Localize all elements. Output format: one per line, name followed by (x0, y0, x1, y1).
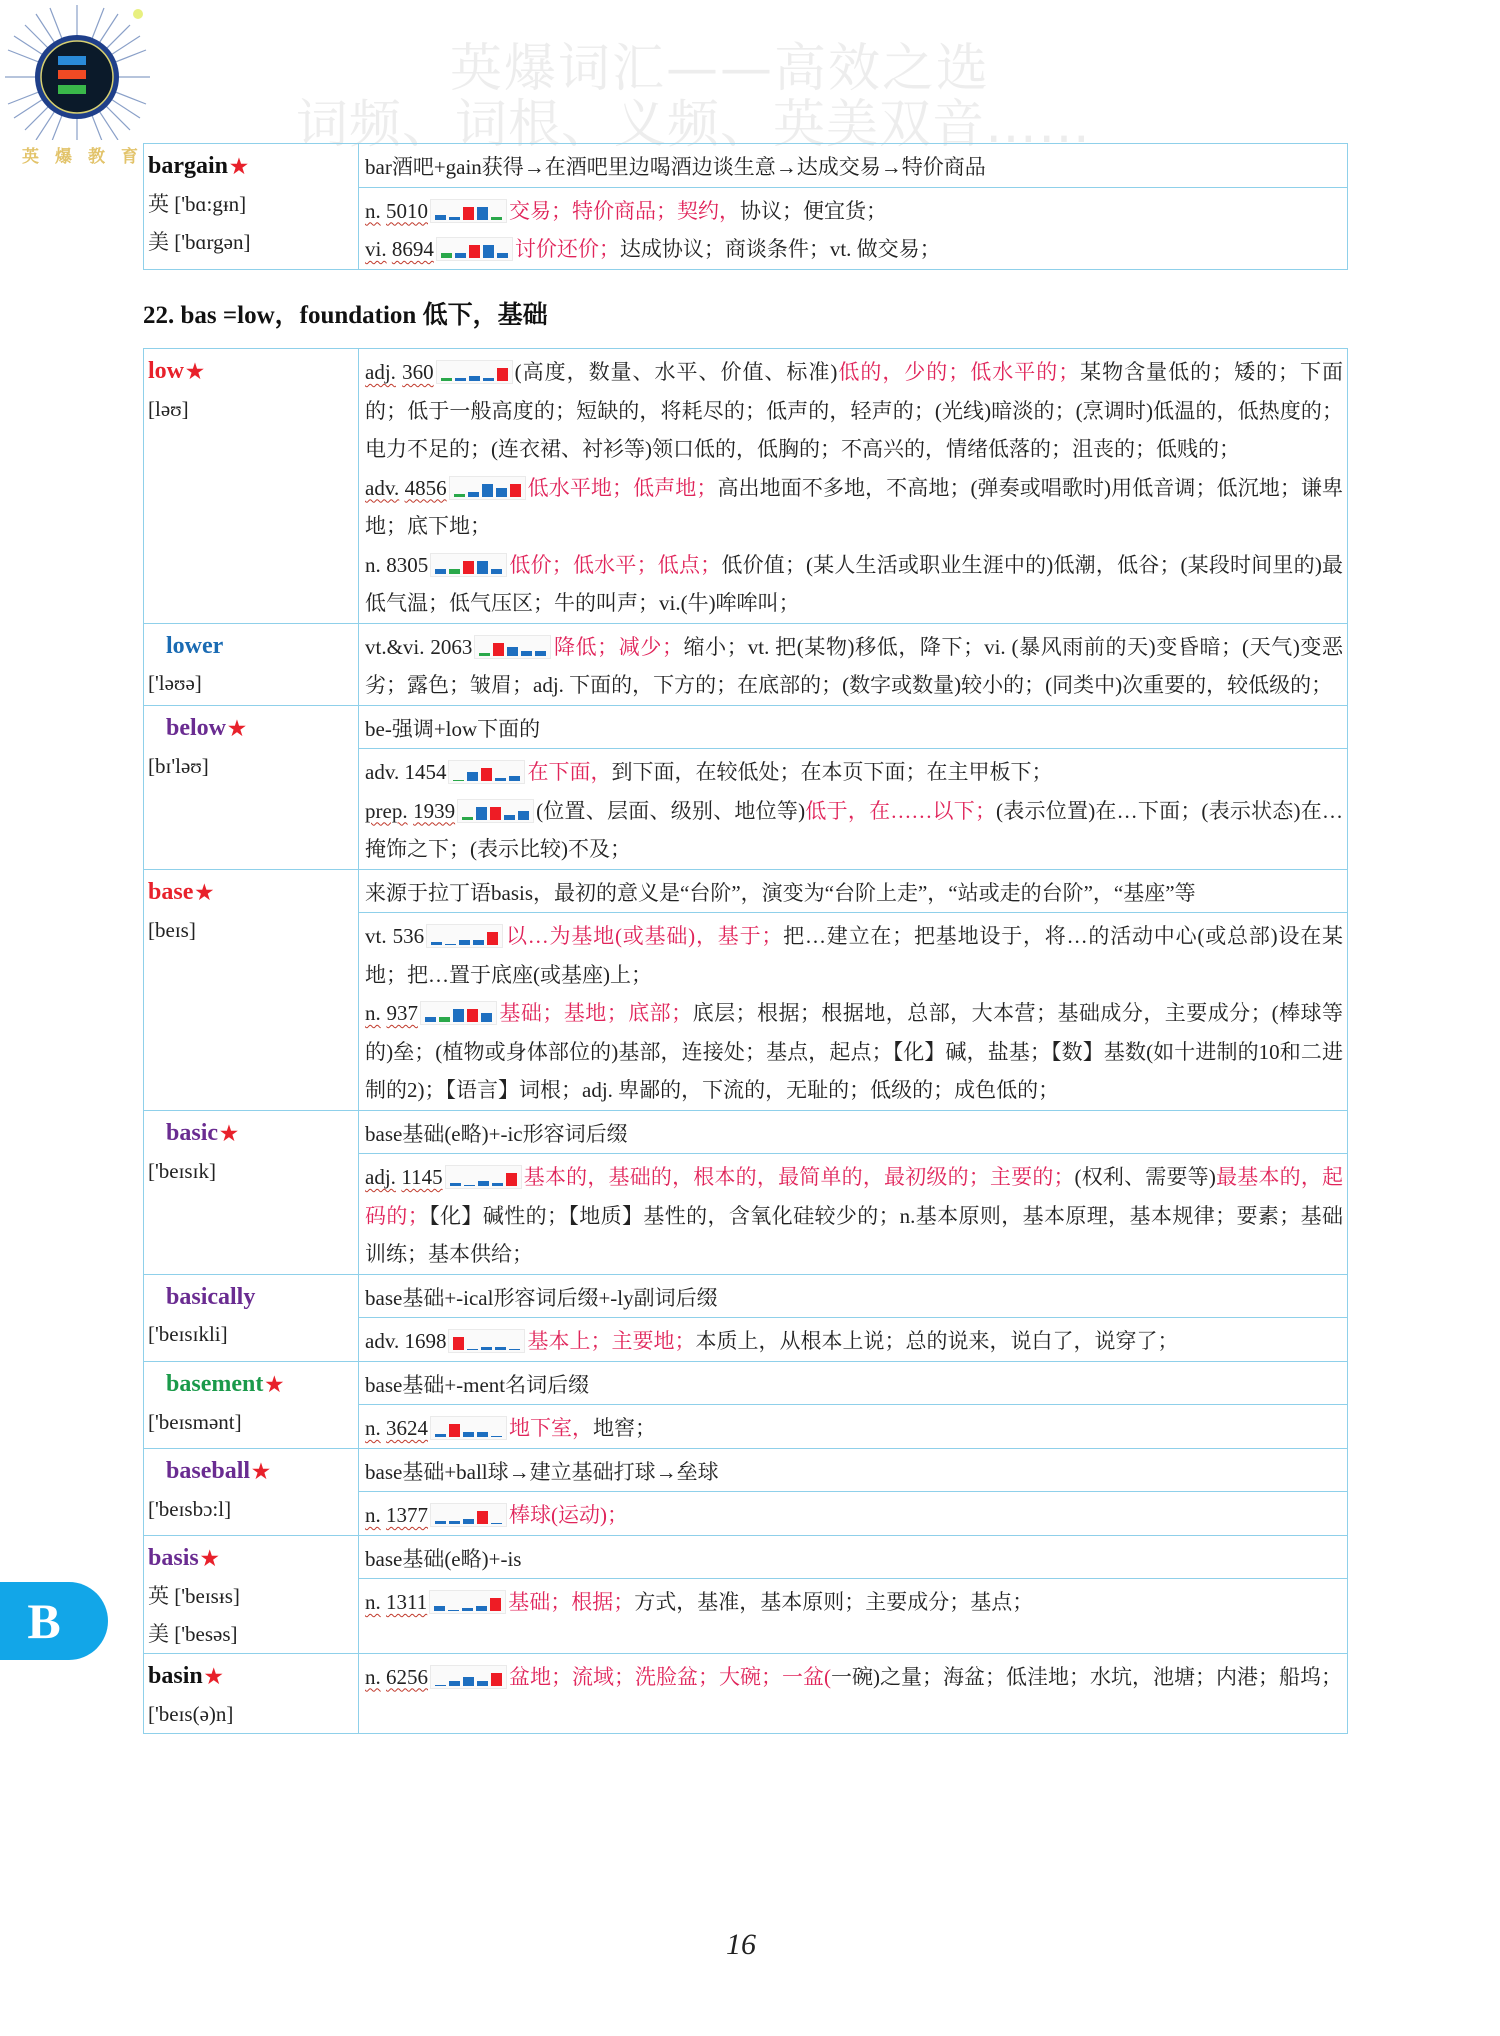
frequency-bar (435, 1434, 446, 1437)
sense (365, 924, 1343, 987)
sense (365, 1165, 1343, 1266)
frequency-bar (463, 207, 474, 220)
frequency-bar (449, 217, 460, 220)
sense (365, 553, 1343, 616)
star-icon: ★ (195, 881, 214, 904)
frequency-bars-icon (429, 1590, 506, 1614)
etymology: base基础(e略)+-ic形容词后缀 (365, 1121, 628, 1146)
phonetic: 英 ['beɪsᵻs] (148, 1583, 240, 1608)
part-of-speech: prep. (365, 798, 408, 823)
entry-row (144, 349, 1348, 624)
frequency-rank: 4856 (404, 475, 447, 500)
frequency-bar (509, 776, 520, 781)
definition-cell (359, 1448, 1348, 1535)
secondary-meaning: 方式，基准，基本原则；主要成分；基点； (634, 1590, 1034, 1614)
definition-cell (359, 1653, 1348, 1733)
frequency-bars-icon (430, 1503, 507, 1527)
secondary-meaning: 本质上，从根本上说；总的说来，说白了，说穿了； (695, 1329, 1179, 1353)
sense (365, 799, 1343, 862)
phonetic: ['beɪs(ə)n] (148, 1701, 234, 1726)
frequency-rank: 1145 (401, 1165, 443, 1189)
part-of-speech: vt.&vi. (365, 634, 425, 659)
headword[interactable]: bargain ★ (148, 153, 248, 179)
headword[interactable]: below ★ (166, 714, 246, 741)
frequency-rank: 1377 (386, 1503, 428, 1527)
frequency-bar (469, 376, 480, 381)
frequency-bar (495, 778, 506, 781)
part-of-speech: n. (365, 1001, 381, 1025)
frequency-rank: 1698 (404, 1329, 447, 1353)
frequency-bars-icon (449, 476, 526, 500)
frequency-bar (481, 1013, 492, 1022)
headword[interactable]: basis ★ (148, 1544, 219, 1571)
frequency-rank: 360 (402, 360, 434, 384)
frequency-bar (507, 647, 518, 656)
secondary-meaning: 某物含量低的；矮的；下面的；低于一般高度的；短缺的，将耗尽的；低声的，轻声的；(光线)暗淡的；(烹调时)低温的，低热度的；电力不足的；(连衣裙、衬衫等)领口低的，低胸的；不高兴的，情绪低落的；沮丧的；低贱的； (365, 360, 1344, 461)
frequency-rank: 1311 (386, 1590, 428, 1614)
frequency-bar (476, 807, 487, 820)
headword-cell (144, 1110, 359, 1274)
frequency-bar (504, 815, 515, 820)
frequency-bar (506, 1173, 517, 1186)
sense (365, 199, 887, 223)
frequency-bar (453, 1337, 464, 1350)
definition-cell (359, 869, 1348, 1110)
sense-context: (位置、层面、级别、地位等) (536, 798, 806, 823)
headword[interactable]: baseball ★ (166, 1457, 270, 1484)
frequency-bars-icon (426, 924, 503, 948)
frequency-rank: 1939 (413, 798, 456, 823)
frequency-bar (477, 1681, 488, 1686)
primary-meaning: 盆地；流域；洗脸盆；大碗；一盆( (509, 1664, 831, 1689)
part-of-speech: n. (365, 552, 381, 577)
frequency-bar (479, 653, 490, 656)
frequency-bar (441, 378, 452, 381)
senses-block (359, 187, 1347, 269)
frequency-bar (496, 488, 507, 497)
sense (365, 1665, 1342, 1689)
secondary-meaning: 协议；便宜货； (740, 198, 887, 223)
primary-meaning: 低于，在……以下； (805, 798, 997, 823)
frequency-bar (435, 1685, 446, 1686)
frequency-bar (435, 215, 446, 220)
frequency-bar (535, 651, 546, 656)
headword-cell (144, 1274, 359, 1361)
frequency-bar (491, 1523, 502, 1524)
frequency-bar (463, 561, 474, 574)
frequency-bar (467, 1009, 478, 1022)
frequency-bar (510, 484, 521, 497)
frequency-rank: 8694 (391, 237, 434, 261)
entry-row (144, 705, 1348, 869)
primary-meaning: 地下室， (509, 1416, 593, 1440)
star-icon: ★ (252, 1460, 270, 1483)
secondary-meaning: 把…建立在；把基地设于，将…的活动中心(或总部)设在某地；把…置于底座(或基座)上； (365, 924, 1344, 987)
phonetic: [bɪ'ləʊ] (148, 753, 209, 778)
etymology: base基础(e略)+-is (365, 1546, 522, 1571)
phonetic: 美 ['bɑrgən] (148, 230, 251, 254)
headword-cell (144, 1361, 359, 1448)
phonetic: [beɪs] (148, 917, 196, 942)
frequency-bar (463, 1519, 474, 1524)
entry-row (144, 1274, 1348, 1361)
part-of-speech: n. (365, 1590, 381, 1614)
senses-block (359, 349, 1347, 623)
sense (365, 760, 1052, 784)
phonetic: [ləʊ] (148, 397, 189, 421)
frequency-bar (477, 207, 488, 220)
primary-meaning: 在下面， (527, 760, 612, 784)
star-icon: ★ (265, 1373, 284, 1396)
frequency-bar (445, 944, 456, 945)
phonetic: 美 ['besəs] (148, 1621, 238, 1646)
watermark-subtitle: 词频、词根、义频、英美双音…… (296, 95, 1092, 155)
frequency-bars-icon (457, 799, 534, 823)
frequency-rank: 3624 (386, 1416, 428, 1440)
primary-meaning: 讨价还价； (514, 237, 620, 261)
frequency-bar (481, 768, 492, 781)
frequency-bars-icon (430, 1416, 507, 1440)
frequency-bar (449, 1681, 460, 1686)
etymology: base基础+-ment名词后缀 (365, 1372, 590, 1397)
frequency-bar (431, 942, 442, 945)
frequency-bar (490, 1598, 501, 1611)
sense-context: (权利、需要等) (1074, 1165, 1216, 1189)
frequency-bar (509, 1349, 520, 1350)
watermark-title: 英爆词汇——高效之选 (450, 39, 991, 99)
sense (365, 360, 1343, 461)
frequency-bars-icon (448, 760, 525, 784)
primary-meaning: 低的，少的；低水平的； (837, 360, 1080, 384)
sense (365, 1329, 1178, 1353)
sense (365, 1001, 1343, 1102)
phonetic: ['beɪsmənt] (148, 1409, 242, 1434)
frequency-bar (425, 1017, 436, 1022)
frequency-bar (455, 253, 466, 258)
frequency-bar (459, 940, 470, 945)
frequency-bar (448, 1610, 459, 1611)
star-icon: ★ (230, 156, 248, 178)
definition-cell (359, 1361, 1348, 1448)
primary-meaning: 低水平地；低声地； (527, 475, 718, 500)
frequency-bar (464, 1185, 475, 1186)
sun-logo-icon (0, 0, 160, 140)
logo-text: 英 爆 教 育 (22, 147, 140, 166)
primary-meaning: 基本上；主要地； (527, 1329, 696, 1353)
frequency-bar (491, 1673, 502, 1686)
vocab-table-1 (143, 143, 1348, 270)
frequency-bars-icon (436, 237, 513, 261)
frequency-bar (435, 569, 446, 574)
star-icon: ★ (228, 717, 246, 740)
etymology: be-强调+low下面的 (365, 716, 541, 741)
entry-row (144, 144, 1348, 270)
secondary-meaning: 低价值；(某人生活或职业生涯中的)低潮，低谷；(某段时间里的)最低气温；低气压区；牛的叫声；vi.(牛)哞哞叫； (365, 552, 1344, 615)
frequency-bars-icon (448, 1329, 525, 1353)
frequency-bar (462, 1608, 473, 1611)
entry-row (144, 869, 1348, 1110)
frequency-rank: 536 (392, 924, 425, 948)
secondary-meaning: 缩小；vt. 把(某物)移低，降下；vi. (暴风雨前的天)变昏暗；(天气)变恶劣；露色；皱眉；adj. 下面的，下方的；在底部的；(数字或数量)较小的；(同类中)次重要的，较低级的； (365, 634, 1344, 697)
headword-cell (144, 1535, 359, 1653)
entry-row (144, 1653, 1348, 1733)
definition-cell (359, 1110, 1348, 1274)
frequency-bar (469, 245, 480, 258)
definition-cell (359, 1274, 1348, 1361)
phonetic: ['beɪsɪk] (148, 1158, 216, 1183)
phonetic: 英 ['bɑ:gᵻn] (148, 192, 247, 216)
frequency-bar (449, 1521, 460, 1524)
secondary-meaning: 【化】碱性的；【地质】基性的，含氧化硅较少的；n.基本原则，基本原理，基本规律；要素；基础训练；基本供给； (365, 1203, 1344, 1266)
frequency-bar (492, 1183, 503, 1186)
part-of-speech: vi. (365, 237, 387, 261)
headword[interactable]: basin ★ (148, 1662, 223, 1689)
entry-row (144, 1448, 1348, 1535)
frequency-bar (518, 811, 529, 820)
definition-cell (359, 1535, 1348, 1653)
headword[interactable]: basically (166, 1283, 256, 1310)
phonetic: ['ləʊə] (148, 670, 202, 695)
frequency-bar (449, 1424, 460, 1437)
senses-block (359, 1153, 1347, 1274)
frequency-bar (497, 368, 508, 381)
frequency-bar (453, 1009, 464, 1022)
headword[interactable]: base ★ (148, 878, 214, 905)
vocab-table-2 (143, 348, 1348, 1734)
entry-row (144, 623, 1348, 705)
phonetic: ['beɪsbɔ:l] (148, 1496, 232, 1521)
frequency-bar (435, 1521, 446, 1524)
publisher-logo (0, 0, 160, 168)
frequency-bar (462, 817, 473, 820)
part-of-speech: n. (365, 1664, 381, 1689)
part-of-speech: adv. (365, 1329, 400, 1353)
headword[interactable]: basement ★ (166, 1370, 284, 1397)
part-of-speech: adj. (365, 360, 396, 384)
headword[interactable]: lower (166, 632, 224, 659)
definition-cell (359, 349, 1348, 624)
frequency-bar (453, 780, 464, 781)
frequency-bars-icon (420, 1001, 497, 1025)
frequency-bar (497, 253, 508, 258)
senses-block (359, 1404, 1347, 1448)
senses-block (359, 748, 1347, 869)
sense (365, 1503, 628, 1527)
secondary-meaning: 到下面，在较低处；在本页下面；在主甲板下； (611, 760, 1053, 784)
sense (365, 237, 941, 261)
frequency-bar (490, 807, 501, 820)
senses-block (359, 624, 1347, 705)
sense (365, 1416, 656, 1440)
frequency-bar (468, 492, 479, 497)
letter-tab-b[interactable]: B (0, 1582, 108, 1660)
definition-cell (359, 705, 1348, 869)
frequency-bar (477, 561, 488, 574)
frequency-bar (495, 1347, 506, 1350)
headword-cell (144, 1653, 359, 1733)
frequency-bar (481, 1347, 492, 1350)
frequency-bar (441, 253, 452, 258)
secondary-meaning: 一碗)之量；海盆；低洼地；水坑，池塘；内港；船坞； (831, 1664, 1342, 1689)
headword-cell (144, 869, 359, 1110)
frequency-rank: 6256 (386, 1664, 428, 1689)
sense (365, 1590, 1033, 1614)
frequency-bar (483, 245, 494, 258)
frequency-rank: 5010 (386, 198, 428, 223)
frequency-bar (450, 1183, 461, 1186)
frequency-bar (521, 651, 532, 656)
definition-cell (359, 144, 1348, 270)
primary-meaning: 低价；低水平；低点； (509, 552, 722, 577)
secondary-meaning: 高出地面不多地，不高地；(弹奏或唱歌时)用低音调；低沉地；谦卑地；底下地； (365, 475, 1344, 538)
primary-meaning: 以…为基地(或基础)，基于； (505, 924, 783, 948)
sense (365, 476, 1343, 539)
star-icon: ★ (204, 1665, 223, 1688)
star-icon: ★ (200, 1547, 219, 1570)
frequency-bar (455, 378, 466, 381)
definition-cell (359, 623, 1348, 705)
frequency-bar (476, 1606, 487, 1611)
frequency-bar (454, 494, 465, 497)
frequency-bar (467, 772, 478, 781)
part-of-speech: adj. (365, 1165, 396, 1189)
etymology: base基础+-ical形容词后缀+-ly副词后缀 (365, 1285, 718, 1310)
frequency-bar (449, 569, 460, 574)
frequency-bar (491, 1436, 502, 1437)
headword-cell (144, 144, 359, 270)
frequency-rank: 937 (386, 1001, 418, 1025)
headword-cell (144, 1448, 359, 1535)
primary-meaning: 基本的，基础的，根本的，最简单的，最初级的；主要的； (523, 1165, 1075, 1189)
primary-meaning: 基础；根据； (508, 1590, 635, 1614)
section-heading: 22. bas =low，foundation 低下，基础 (143, 302, 548, 329)
senses-block (359, 912, 1347, 1110)
headword-cell (144, 623, 359, 705)
frequency-bar (434, 1606, 445, 1611)
frequency-bars-icon (430, 1665, 507, 1689)
senses-block (359, 1317, 1347, 1361)
frequency-bar (482, 484, 493, 497)
primary-meaning: 基础；基地；底部； (498, 1001, 693, 1025)
frequency-bars-icon (436, 360, 513, 384)
primary-meaning: 降低；减少； (553, 634, 683, 659)
part-of-speech: n. (365, 1416, 381, 1440)
headword[interactable]: low ★ (148, 358, 204, 384)
frequency-bars-icon (445, 1165, 522, 1189)
secondary-meaning: (表示位置)在…下面；(表示状态)在…掩饰之下；(表示比较)不及； (365, 798, 1344, 861)
frequency-bar (487, 932, 498, 945)
entry-row (144, 1361, 1348, 1448)
page-number: 16 (726, 1928, 756, 1961)
frequency-bar (473, 940, 484, 945)
sense (365, 635, 1343, 698)
secondary-meaning: 底层；根据；根据地，总部，大本营；基础成分，主要成分；(棒球等的)垒；(植物或身体部位的)基部，连接处；基点，起点；【化】碱，盐基；【数】基数(如十进制的10和二进制的2)；【语言】词根；adj. 卑鄙的，下流的，无耻的；低级的；成色低的； (365, 1001, 1344, 1102)
frequency-bars-icon (430, 199, 507, 223)
frequency-bars-icon (474, 635, 551, 659)
entry-row (144, 1110, 1348, 1274)
senses-block (359, 1654, 1347, 1697)
frequency-bar (477, 1432, 488, 1437)
senses-block (359, 1491, 1347, 1535)
frequency-bar (477, 1511, 488, 1524)
phonetic: ['beɪsɪkli] (148, 1321, 228, 1346)
frequency-bar (463, 1432, 474, 1437)
frequency-bar (478, 1181, 489, 1186)
frequency-rank: 2063 (430, 634, 473, 659)
sense-context: (高度，数量、水平、价值、标准) (514, 360, 838, 384)
etymology: bar酒吧+gain获得→在酒吧里边喝酒边谈生意→达成交易→特价商品 (365, 155, 986, 179)
etymology: 来源于拉丁语basis，最初的意义是“台阶”，演变为“台阶上走”，“站或走的台阶”，“基座”等 (365, 880, 1196, 905)
frequency-rank: 8305 (386, 552, 429, 577)
frequency-bars-icon (430, 553, 507, 577)
frequency-bar (463, 1677, 474, 1686)
part-of-speech: n. (365, 198, 381, 223)
senses-block (359, 1578, 1347, 1622)
etymology: base基础+ball球→建立基础打球→垒球 (365, 1459, 719, 1484)
frequency-rank: 1454 (404, 760, 447, 784)
frequency-bar (467, 1349, 478, 1350)
frequency-bar (483, 378, 494, 381)
headword-cell (144, 349, 359, 624)
part-of-speech: n. (365, 1503, 381, 1527)
headword[interactable]: basic ★ (166, 1119, 238, 1146)
part-of-speech: adv. (365, 760, 400, 784)
frequency-bar (439, 1017, 450, 1022)
star-icon: ★ (186, 361, 204, 383)
secondary-meaning: 达成协议；商谈条件；vt. 做交易； (619, 237, 941, 261)
primary-meaning: 棒球(运动)； (509, 1503, 628, 1527)
headword-cell (144, 705, 359, 869)
primary-meaning: 最基本的，起码的； (365, 1165, 1344, 1228)
part-of-speech: adv. (365, 475, 400, 500)
frequency-bar (491, 217, 502, 220)
part-of-speech: vt. (365, 924, 387, 948)
secondary-meaning: 地窖； (593, 1416, 656, 1440)
primary-meaning: 交易；特价商品；契约， (509, 198, 740, 223)
frequency-bar (491, 569, 502, 574)
star-icon: ★ (220, 1122, 238, 1145)
entry-row (144, 1535, 1348, 1653)
frequency-bar (493, 643, 504, 656)
